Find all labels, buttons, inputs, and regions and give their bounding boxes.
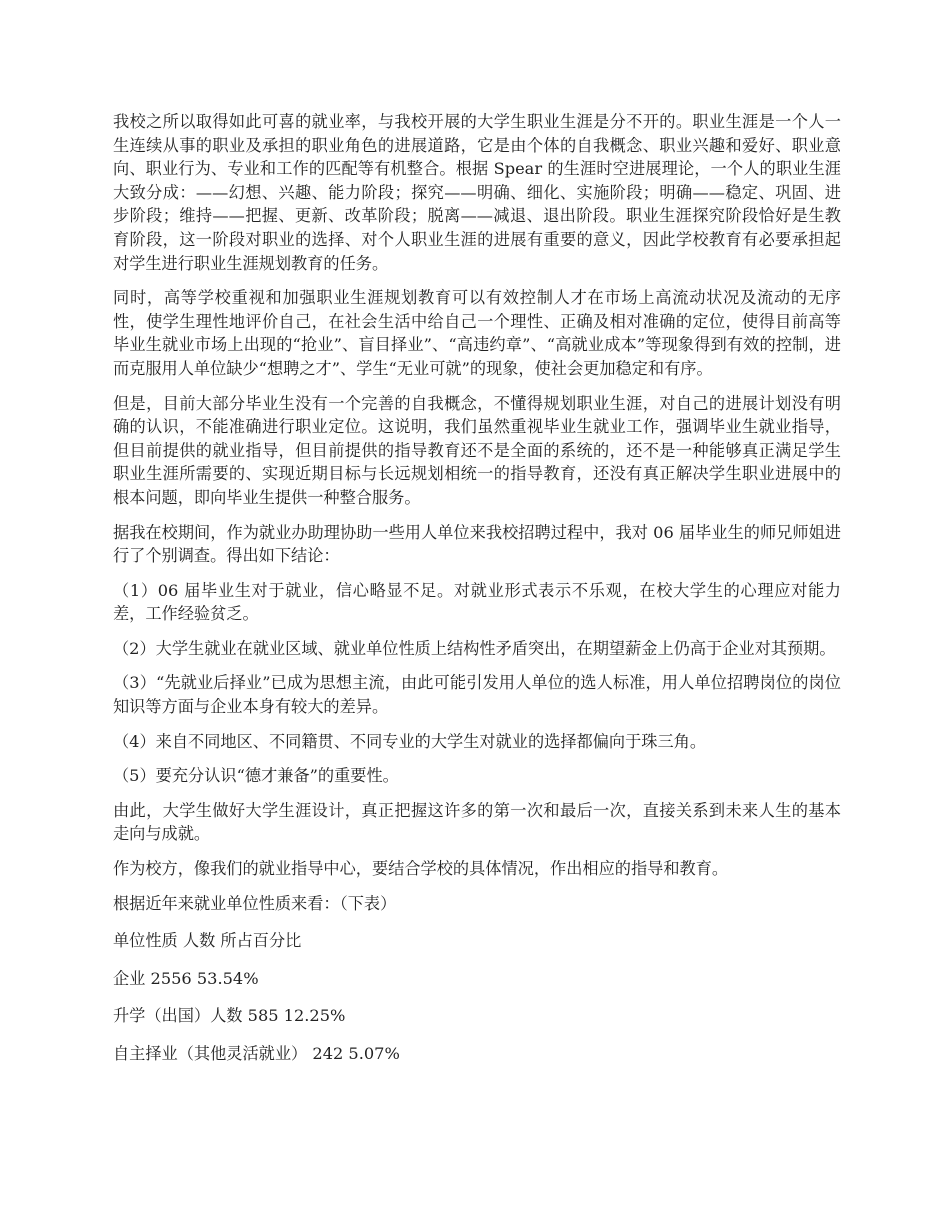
conclusion-item-2: （2）大学生就业在就业区域、就业单位性质上结构性矛盾突出，在期望薪金上仍高于企业对其预期。	[113, 638, 836, 658]
conclusion-item-4: （4）来自不同地区、不同籍贯、不同专业的大学生对就业的选择都偏向于珠三角。	[113, 731, 707, 751]
conclusion-item-1: （1）06 届毕业生对于就业，信心略显不足。对就业形式表示不乐观，在校大学生的心理应对能力差，工作经验贫乏。	[113, 580, 841, 624]
table-row-self-employment: 自主择业（其他灵活就业） 242 5.07%	[113, 1044, 400, 1063]
conclusion-item-3: （3）“先就业后择业”已成为思想主流，由此可能引发用人单位的选人标准，用人单位招聘岗位的岗位知识等方面与企业本身有较大的差异。	[113, 673, 841, 717]
paragraph-planning-education: 同时，高等学校重视和加强职业生涯规划教育可以有效控制人才在市场上高流动状况及流动的无序性，使学生理性地评价自己，在社会生活中给自己一个理性、正确及相对准确的定位，使得目前高等毕业生就业市场上出现的“抢业”、盲目择业”、“高违约章”、“高就业成本”等现象得到有效的控制，进而克服用人单位缺少“想聘之才”、学生“无业可就”的现象，使社会更加稳定和有序。	[113, 288, 841, 378]
paragraph-survey-intro: 据我在校期间，作为就业办助理协助一些用人单位来我校招聘过程中，我对 06 届毕业生的师兄师姐进行了个别调查。得出如下结论：	[113, 522, 841, 566]
paragraph-current-problems: 但是，目前大部分毕业生没有一个完善的自我概念，不懂得规划职业生涯，对自己的进展计划没有明确的认识，不能准确进行职业定位。这说明，我们虽然重视毕业生就业工作，强调毕业生就业指导，但目前提供的就业指导，但目前提供的指导教育还不是全面的系统的，还不是一种能够真正满足学生职业生涯所需要的、实现近期目标与长远规划相统一的指导教育，还没有真正解决学生职业进展中的根本问题，即向毕业生提供一种整合服务。	[113, 393, 841, 507]
table-row-further-study: 升学（出国）人数 585 12.25%	[113, 1006, 346, 1026]
paragraph-table-intro: 根据近年来就业单位性质来看：（下表）	[113, 893, 397, 913]
paragraph-career-theory: 我校之所以取得如此可喜的就业率，与我校开展的大学生职业生涯是分不开的。职业生涯是一个人一生连续从事的职业及承担的职业角色的进展道路，它是由个体的自我概念、职业兴趣和爱好、职业意向、职业行为、专业和工作的匹配等有机整合。根据 Spear 的生涯时空进展理论，一个人的职业生涯大致分成：——幻想、兴趣、能力阶段；探究——明确、细化、实施阶段；明确——稳定、巩固、进步阶段；维持——把握、更新、改革阶段；脱离——减退、退出阶段。职业生涯探究阶段恰好是生教育阶段，这一阶段对职业的选择、对个人职业生涯的进展有重要的意义，因此学校教育有必要承担起对学生进行职业生涯规划教育的任务。	[113, 112, 841, 273]
employment-table	[113, 929, 841, 1065]
conclusion-item-5: （5）要充分认识“德才兼备”的重要性。	[113, 766, 399, 786]
paragraph-summary: 由此，大学生做好大学生涯设计，真正把握这许多的第一次和最后一次，直接关系到未来人生的基本走向与成就。	[113, 800, 841, 844]
document-body	[113, 110, 841, 1080]
paragraph-school-role: 作为校方，像我们的就业指导中心，要结合学校的具体情况，作出相应的指导和教育。	[113, 859, 729, 879]
table-header-row: 单位性质 人数 所占百分比	[113, 931, 302, 951]
table-row-enterprise: 企业 2556 53.54%	[113, 968, 259, 988]
